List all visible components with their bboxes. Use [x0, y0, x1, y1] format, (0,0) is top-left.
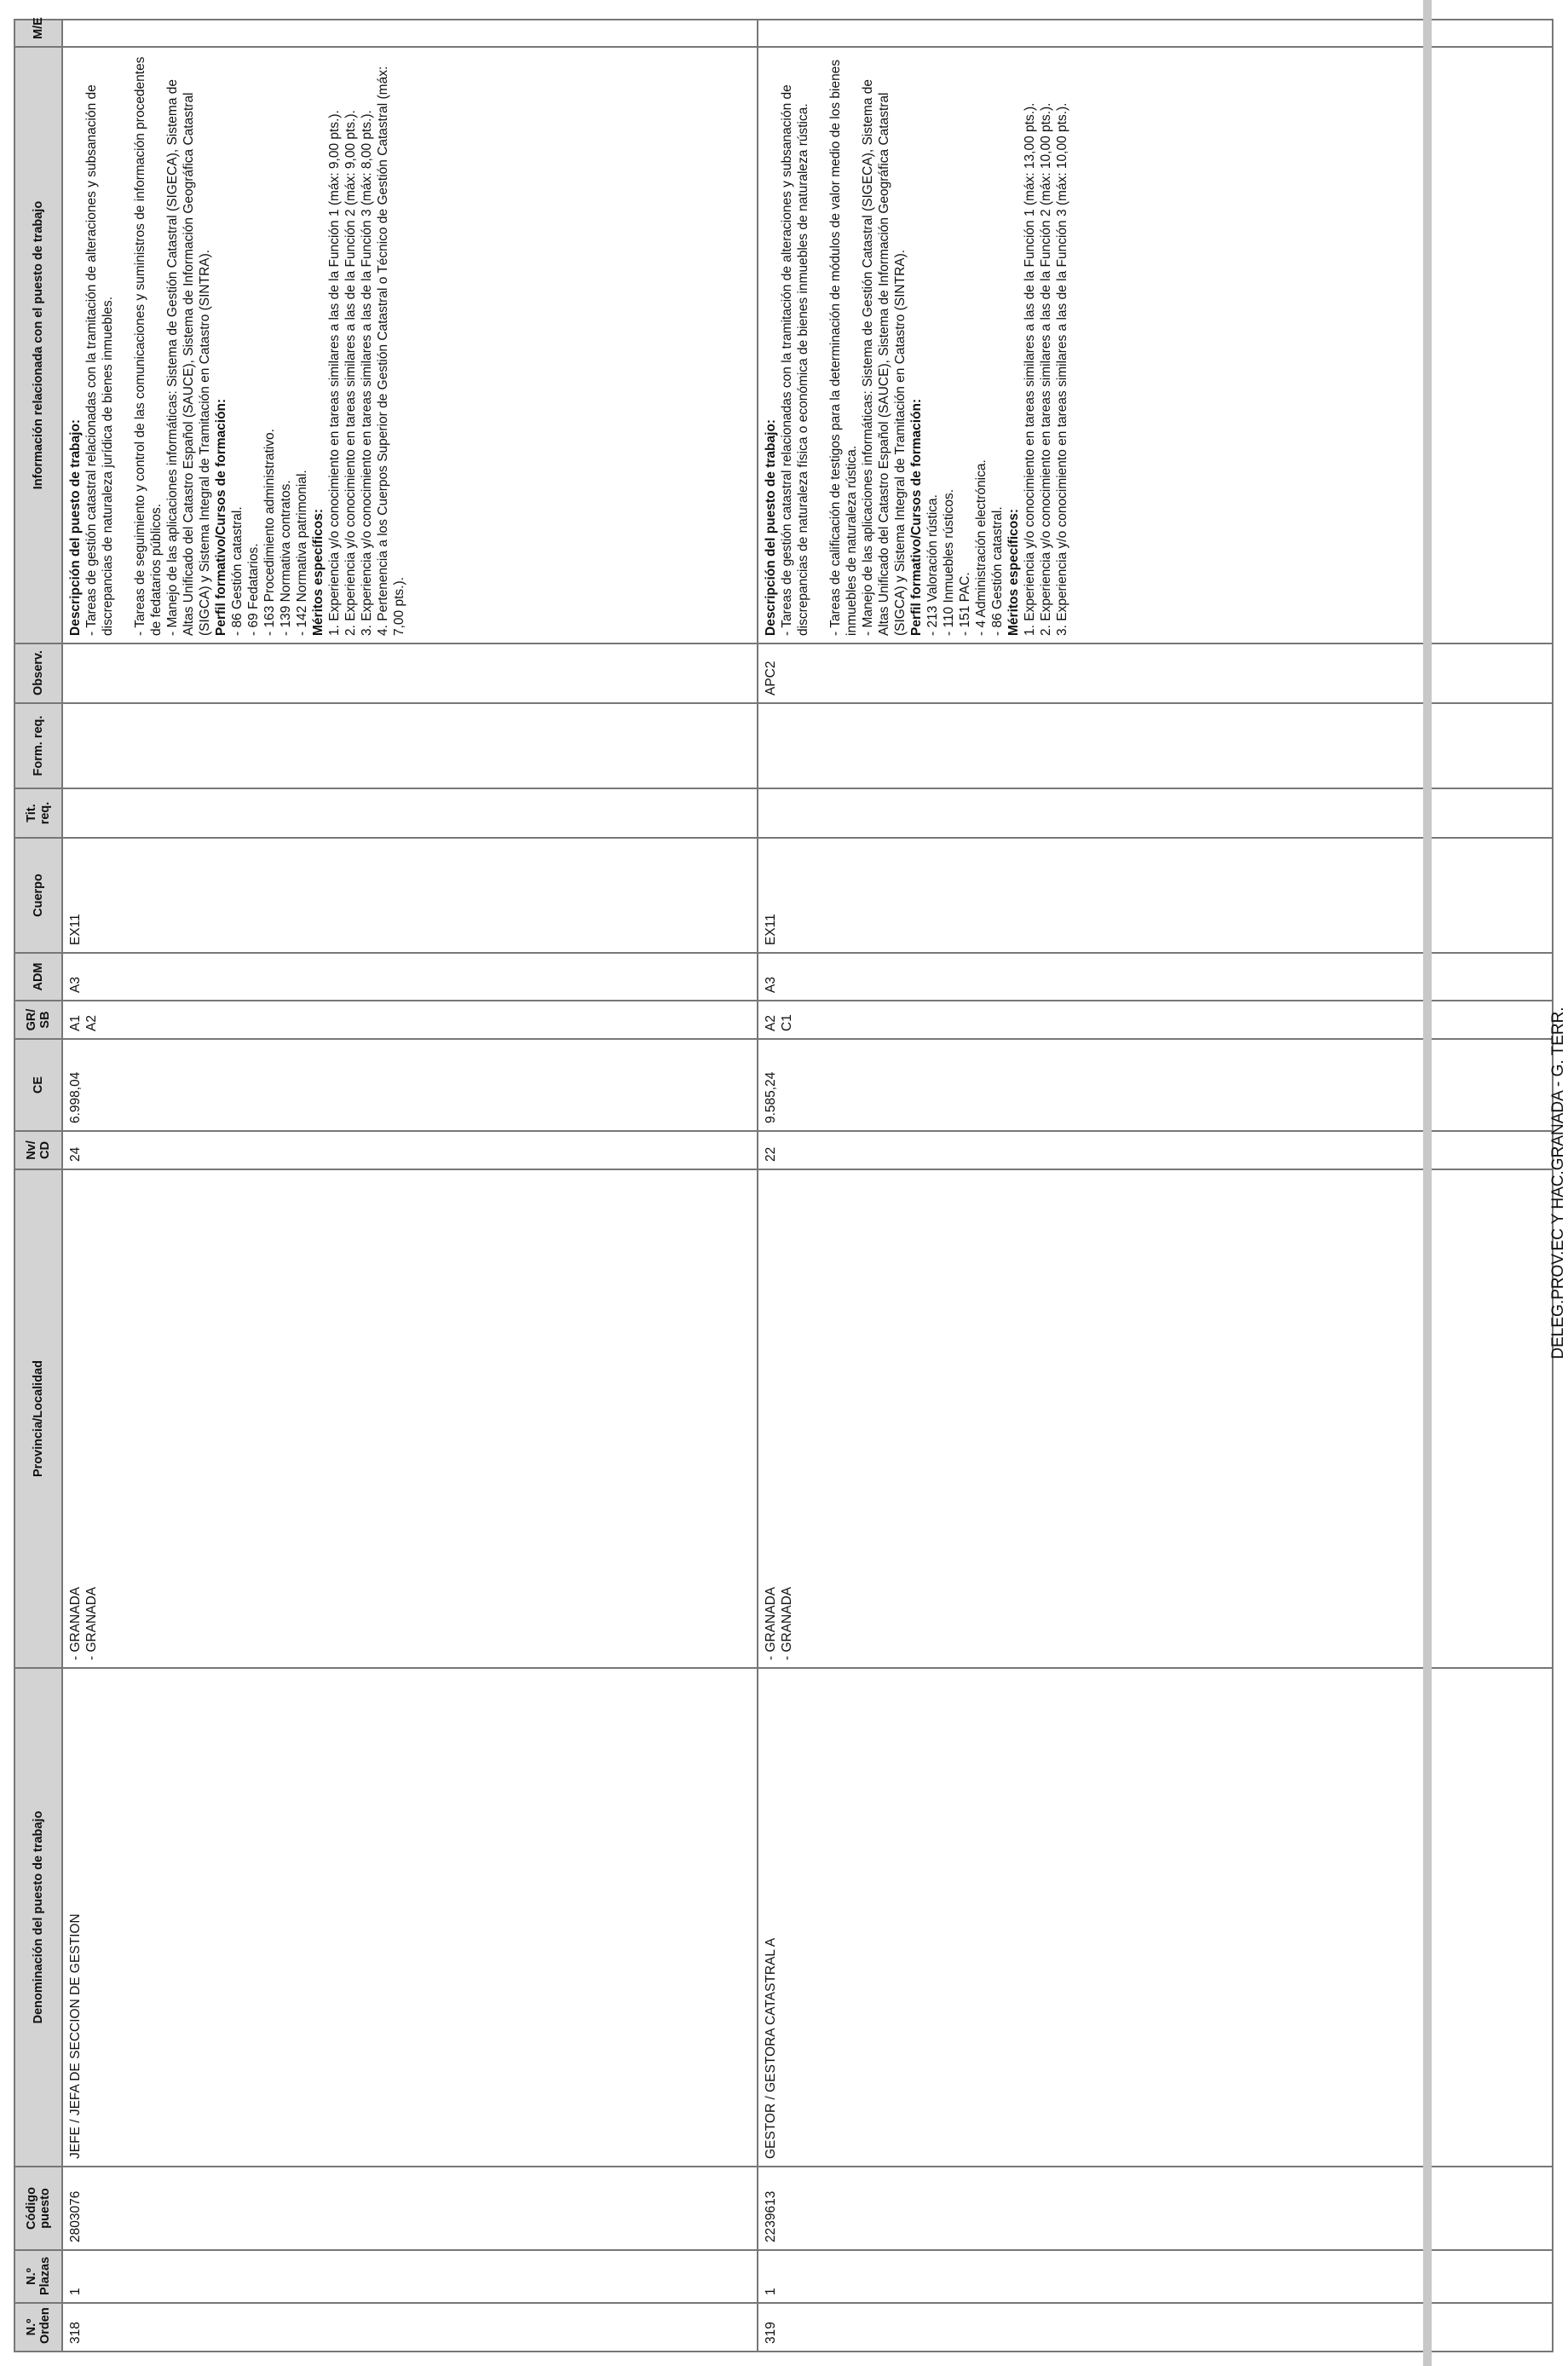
- merito-item: 2. Experiencia y/o conocimiento en tareas similares a las de la Función 2 (máx: 10,00 pts.).: [1039, 102, 1053, 636]
- meritos-heading: Méritos específicos:: [311, 508, 326, 636]
- table-row: [62, 20, 758, 2352]
- cell-nivel: 22: [758, 1131, 1553, 1169]
- cell-codigo: 2803076: [62, 2167, 758, 2250]
- provincia-line: - GRANADA: [68, 1586, 83, 1660]
- cell-provincia: [758, 1169, 1553, 1668]
- localidad-line: - GRANADA: [84, 1586, 99, 1660]
- cell-formacion: [758, 703, 1553, 788]
- cell-denominacion: JEFE / JEFA DE SECCION DE GESTION: [62, 1668, 758, 2167]
- descripcion-heading: Descripción del puesto de trabajo:: [68, 418, 83, 636]
- merito-item: 3. Experiencia y/o conocimiento en tareas similares a las de la Función 3 (máx: 10,00 pts.).: [1055, 102, 1069, 636]
- curso-item: - 69 Fedatarios.: [246, 543, 261, 636]
- header-informacion: Información relacionada con el puesto de trabajo: [14, 47, 62, 643]
- cell-informacion: [62, 47, 758, 643]
- merito-item: 1. Experiencia y/o conocimiento en tareas similares a las de la Función 1 (máx: 9,00 pts.).: [327, 110, 342, 636]
- cell-observ: [62, 643, 758, 703]
- cell-ce: 9.585,24: [758, 1039, 1553, 1131]
- header-plazas: N.º Plazas: [14, 2250, 62, 2303]
- header-denominacion: Denominación del puesto de trabajo: [14, 1668, 62, 2167]
- curso-item: - 163 Procedimiento administrativo.: [262, 429, 277, 636]
- header-grupo: GR/ SB: [14, 1001, 62, 1039]
- cell-grupo: [758, 1001, 1553, 1039]
- cell-grupo: [62, 1001, 758, 1039]
- header-me: M/E: [14, 20, 62, 47]
- curso-item: - 142 Normativa patrimonial.: [295, 470, 309, 636]
- descripcion-item: - Manejo de las aplicaciones informáticas: Sistema de Gestión Catastral (SIGECA), Sistema de Altas Unificado del Catastro Español (SAUCE), Sistema de Información Geográfica Catastral (SIGCA) y Sistema Integral de Tramitación en Catastro (SINTRA).: [861, 79, 908, 636]
- grupo-line: A1: [68, 1015, 83, 1031]
- cell-informacion: [758, 47, 1553, 643]
- page-edge-bar: [1423, 0, 1432, 2366]
- cell-orden: 318: [62, 2303, 758, 2352]
- header-nivel: Nv/ CD: [14, 1131, 62, 1169]
- cell-codigo: 2239613: [758, 2167, 1553, 2250]
- cell-me: [62, 20, 758, 47]
- curso-item: - 151 PAC.: [958, 572, 972, 636]
- curso-item: - 213 Valoración rústica.: [925, 494, 940, 636]
- descripcion-item: - Tareas de gestión catastral relacionadas con la tramitación de alteraciones y subsanación de discrepancias de naturaleza jurídica de bienes inmuebles.: [84, 84, 115, 636]
- descripcion-item: - Tareas de calificación de testigos para la determinación de módulos de valor medio de los bienes inmuebles de naturaleza rústica.: [828, 59, 859, 636]
- descripcion-item: - Manejo de las aplicaciones informáticas: Sistema de Gestión Catastral (SIGECA), Sistema de Altas Unificado del Catastro Español (SAUCE), Sistema de Información Geográfica Catastral (SIGCA) y Sistema Integral de Tramitación en Catastro (SINTRA).: [165, 79, 212, 636]
- header-formacion: Form. req.: [14, 703, 62, 788]
- header-codigo: Código puesto: [14, 2167, 62, 2250]
- merito-item: 3. Experiencia y/o conocimiento en tareas similares a las de la Función 3 (máx: 8,00 pts.).: [360, 110, 374, 636]
- cell-cuerpo: EX11: [62, 838, 758, 953]
- table-row: [758, 20, 1553, 2352]
- header-titulacion: Tit. req.: [14, 788, 62, 838]
- header-ce: CE: [14, 1039, 62, 1131]
- cell-titulacion: [758, 788, 1553, 838]
- cell-orden: 319: [758, 2303, 1553, 2352]
- cell-adm: A3: [62, 953, 758, 1001]
- descripcion-item: - Tareas de gestión catastral relacionadas con la tramitación de alteraciones y subsanación de discrepancias de naturaleza física o económica de bienes inmuebles de naturaleza rústica.: [780, 84, 810, 636]
- header-row: [14, 20, 62, 2352]
- grupo-line: C1: [780, 1014, 794, 1031]
- positions-table: [14, 19, 1554, 2352]
- cell-adm: A3: [758, 953, 1553, 1001]
- cell-titulacion: [62, 788, 758, 838]
- header-observ: Observ.: [14, 643, 62, 703]
- grupo-line: A2: [764, 1015, 778, 1031]
- cell-me: [758, 20, 1553, 47]
- cell-plazas: 1: [758, 2250, 1553, 2303]
- header-adm: ADM: [14, 953, 62, 1001]
- cell-nivel: 24: [62, 1131, 758, 1169]
- grupo-line: A2: [84, 1015, 99, 1031]
- perfil-heading: Perfil formativo/Cursos de formación:: [909, 398, 924, 636]
- merito-item: 2. Experiencia y/o conocimiento en tareas similares a las de la Función 2 (máx: 9,00 pts.).: [343, 110, 358, 636]
- header-provincia: Provincia/Localidad: [14, 1169, 62, 1668]
- descripcion-item: - Tareas de seguimiento y control de las comunicaciones y suministros de información procedentes de fedatarios públicos.: [133, 56, 164, 636]
- cell-provincia: [62, 1169, 758, 1668]
- merito-item: 4. Pertenencia a los Cuerpos Superior de Gestión Catastral o Técnico de Gestión Catastral (máx: 7,00 pts.).: [376, 66, 406, 636]
- header-cuerpo: Cuerpo: [14, 838, 62, 953]
- provincia-line: - GRANADA: [764, 1586, 778, 1660]
- curso-item: - 4 Administración electrónica.: [974, 459, 989, 636]
- cell-denominacion: GESTOR / GESTORA CATASTRAL A: [758, 1668, 1553, 2167]
- perfil-heading: Perfil formativo/Cursos de formación:: [214, 398, 228, 636]
- descripcion-heading: Descripción del puesto de trabajo:: [764, 418, 778, 636]
- curso-item: - 139 Normativa contratos.: [279, 480, 293, 636]
- curso-item: - 110 Inmuebles rústicos.: [942, 488, 956, 636]
- curso-item: - 86 Gestión catastral.: [230, 506, 245, 636]
- merito-item: 1. Experiencia y/o conocimiento en tareas similares a las de la Función 1 (máx: 13,00 pts.).: [1023, 102, 1037, 636]
- cell-observ: APC2: [758, 643, 1553, 703]
- cell-plazas: 1: [62, 2250, 758, 2303]
- localidad-line: - GRANADA: [780, 1586, 794, 1660]
- cell-ce: 6.998,04: [62, 1039, 758, 1131]
- document-title: DELEG.PROV.EC Y HAC.GRANADA - G. TERR.: [1549, 1007, 1567, 1359]
- cell-cuerpo: EX11: [758, 838, 1553, 953]
- header-orden: N.º Orden: [14, 2303, 62, 2352]
- meritos-heading: Méritos específicos:: [1006, 508, 1021, 636]
- curso-item: - 86 Gestión catastral.: [990, 506, 1005, 636]
- cell-formacion: [62, 703, 758, 788]
